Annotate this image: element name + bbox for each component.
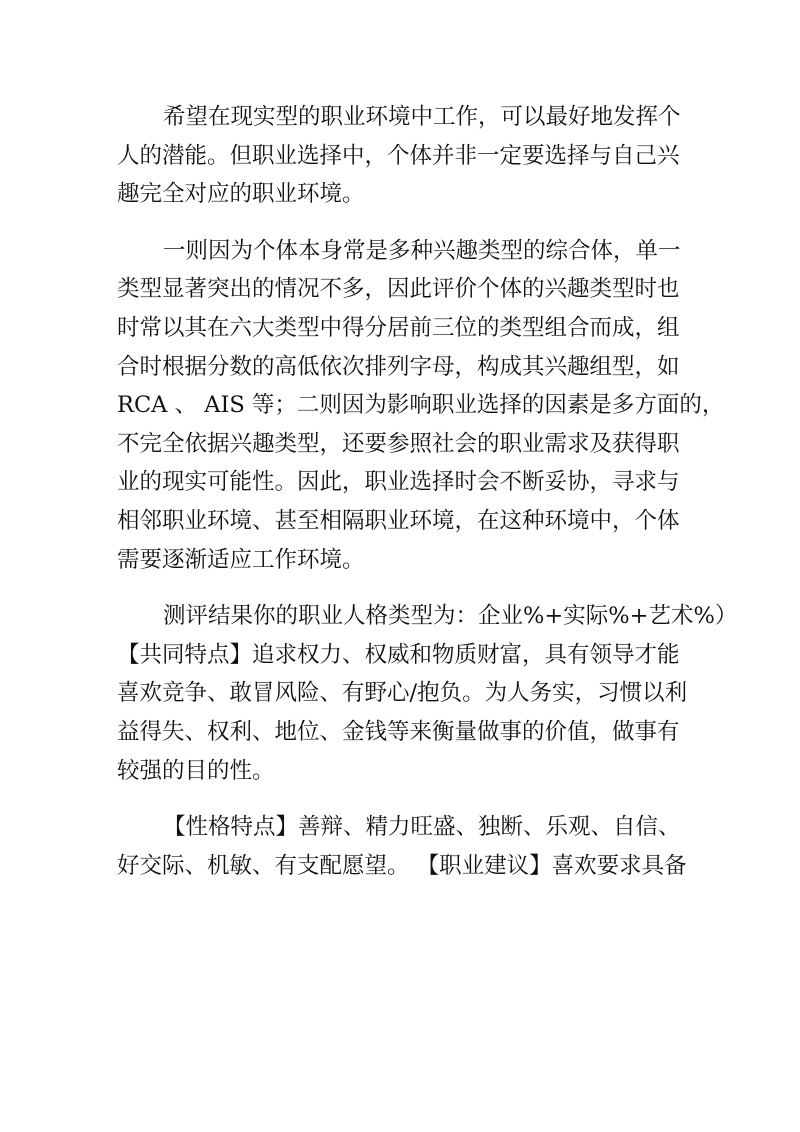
paragraph (117, 98, 687, 214)
text-line: 业的现实可能性。因此，职业选择时会不断妥协，寻求与 (117, 469, 680, 496)
text-line: 好交际、机敏、有支配愿望。 【职业建议】喜欢要求具备 (117, 852, 687, 879)
text-line: 需要逐渐适应工作环境。 (117, 546, 365, 573)
text-line: 测评结果你的职业人格类型为：企业%+实际%+艺术%） (163, 603, 738, 630)
text-line: 希望在现实型的职业环境中工作，可以最好地发挥个 (163, 104, 681, 130)
paragraph-gap (117, 214, 687, 232)
document-body (117, 98, 738, 885)
text-line: 益得失、权利、地位、金钱等来衡量做事的价值，做事有 (117, 718, 680, 745)
text-line: 相邻职业环境、甚至相隔职业环境，在这种环境中，个体 (117, 507, 680, 534)
paragraph (117, 597, 738, 790)
text-line: RCA 、 AIS 等；二则因为影响职业选择的因素是多方面的， (117, 392, 725, 419)
text-line: 类型显著突出的情况不多，因此评价个体的兴趣类型时也 (117, 276, 680, 303)
paragraph (117, 232, 725, 579)
text-line: 【共同特点】追求权力、权威和物质财富，具有领导才能 (117, 641, 680, 668)
text-line: 人的潜能。但职业选择中，个体并非一定要选择与自己兴 (117, 142, 680, 169)
text-line: 一则因为个体本身常是多种兴趣类型的综合体，单一 (163, 237, 681, 264)
text-line: 喜欢竞争、敢冒风险、有野心/抱负。为人务实，习惯以利 (117, 680, 688, 707)
text-line: 时常以其在六大类型中得分居前三位的类型组合而成，组 (117, 314, 680, 341)
paragraph-gap (117, 790, 687, 808)
paragraph (117, 808, 687, 885)
text-line: 趣完全对应的职业环境。 (117, 181, 365, 208)
paragraph-gap (117, 579, 687, 597)
text-line: 不完全依据兴趣类型，还要参照社会的职业需求及获得职 (117, 430, 680, 457)
text-line: 合时根据分数的高低依次排列字母，构成其兴趣组型，如 (117, 353, 680, 380)
text-line: 较强的目的性。 (117, 757, 275, 784)
text-line: 【性格特点】善辩、精力旺盛、独断、乐观、自信、 (163, 814, 681, 841)
